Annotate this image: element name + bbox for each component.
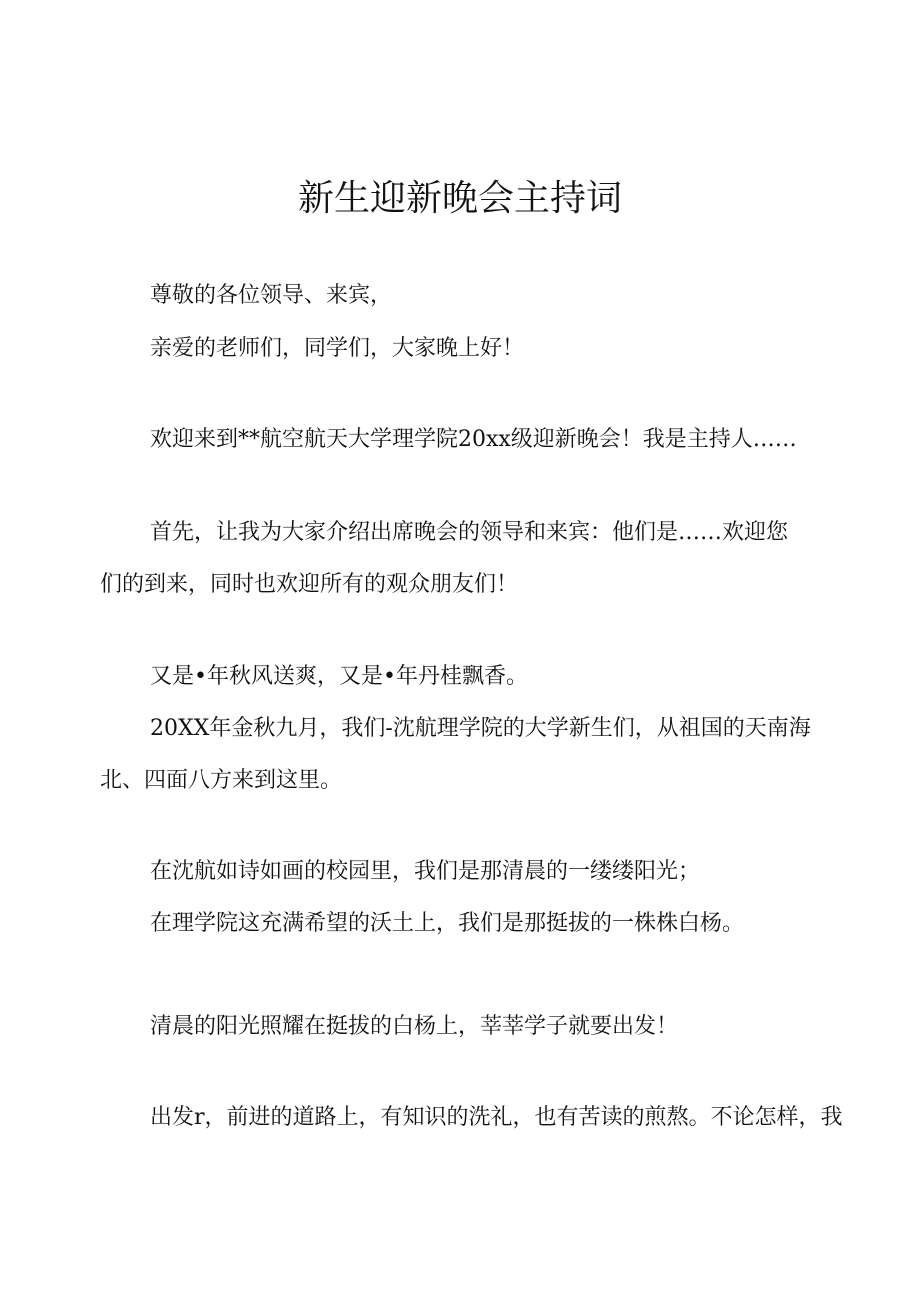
campus-line-2: 在理学院这充满希望的沃土上，我们是那挺拔的一株株白杨。 [150,911,745,936]
journey-line: 出发r，前进的道路上，有知识的洗礼，也有苦读的煎熬。不论怎样，我 [150,1105,843,1130]
salutation-line-2: 亲爱的老师们，同学们，大家晚上好！ [150,336,525,361]
welcome-paragraph: 欢迎来到**航空航天大学理学院20xx级迎新晚会！我是主持人…… [150,427,797,452]
document-title: 新生迎新晚会主持词 [297,178,622,219]
campus-line-1: 在沈航如诗如画的校园里，我们是那清晨的一缕缕阳光； [150,859,701,884]
introduction-line-2: 们的到来，同时也欢迎所有的观众朋友们！ [100,572,519,597]
introduction-line-1: 首先，让我为大家介绍出席晚会的领导和来宾：他们是……欢迎您 [150,520,789,545]
salutation-line-1: 尊敬的各位领导、来宾， [150,283,393,308]
departure-line: 清晨的阳光照耀在挺拔的白杨上，莘莘学子就要出发！ [150,1014,679,1039]
arrival-line-1: 20XX年金秋九月，我们-沈航理学院的大学新生们，从祖国的天南海 [150,716,811,741]
autumn-line: 又是•年秋风送爽，又是•年丹桂飘香。 [150,664,528,689]
arrival-line-2: 北、四面八方来到这里。 [100,768,343,793]
